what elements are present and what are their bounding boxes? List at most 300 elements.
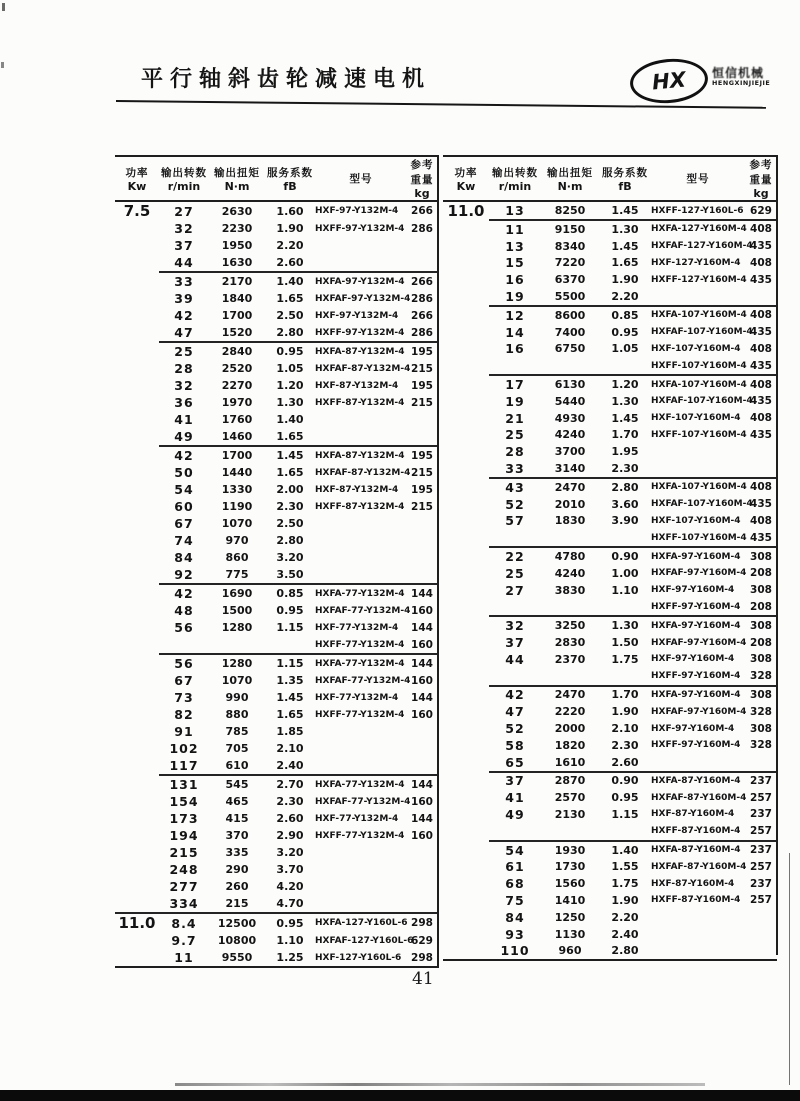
- logo-monogram: HX: [651, 67, 687, 95]
- speed-cell: 15: [505, 255, 525, 271]
- model-cell: HXFAF-97-Y160M-4: [651, 637, 747, 648]
- col-header-torque: 输出扭矩 N·m: [541, 156, 599, 201]
- speed-cell: 12: [489, 306, 541, 324]
- speed-cell: 110: [500, 943, 530, 959]
- model-cell: HXFAF-77-Y132M-4: [315, 605, 411, 616]
- torque-cell: 1280: [209, 654, 265, 672]
- torque-cell: 1330: [221, 483, 253, 496]
- torque-cell: 545: [209, 775, 265, 793]
- service-factor-cell: 1.30: [611, 394, 639, 408]
- speed-cell: 334: [169, 896, 199, 911]
- table-row: [115, 411, 437, 428]
- table-row: [443, 599, 777, 617]
- torque-cell: 1560: [554, 877, 586, 891]
- speed-cell: [489, 668, 541, 686]
- service-factor-cell: 2.80: [611, 944, 639, 958]
- power-cell: [115, 757, 159, 775]
- torque-cell: 2630: [221, 204, 253, 218]
- torque-cell: 4930: [554, 411, 586, 425]
- service-factor-cell: 1.65: [276, 430, 304, 443]
- weight-cell: 257: [750, 791, 772, 804]
- table-header: [443, 156, 777, 201]
- weight-cell: 144: [411, 691, 433, 704]
- service-factor-cell: 1.40: [276, 413, 304, 426]
- torque-cell: 1460: [221, 430, 253, 443]
- speed-cell: 67: [174, 516, 194, 531]
- table-row: [443, 754, 777, 772]
- header-row: [443, 156, 777, 201]
- service-factor-cell: 1.25: [276, 951, 304, 964]
- speed-cell: 41: [174, 412, 194, 427]
- speed-cell: 82: [174, 707, 194, 722]
- service-factor-cell: 2.50: [276, 309, 304, 322]
- weight-cell: [745, 926, 777, 943]
- table-row: [443, 737, 777, 754]
- torque-cell: 1130: [554, 927, 586, 941]
- table-row: [115, 723, 437, 740]
- power-cell: [115, 793, 159, 810]
- table-row: [115, 740, 437, 757]
- service-factor-cell: 1.90: [611, 273, 639, 287]
- service-factor-cell: 2.80: [599, 478, 651, 496]
- torque-cell: 2000: [554, 722, 586, 735]
- scan-smudge: [175, 1083, 705, 1086]
- torque-cell: 215: [225, 897, 249, 910]
- power-cell: [443, 823, 489, 841]
- weight-cell: 144: [411, 812, 433, 825]
- model-cell: HXFF-97-Y160M-4: [651, 740, 741, 751]
- power-cell: [115, 360, 159, 377]
- power-cell: [443, 288, 489, 306]
- service-factor-cell: 1.70: [599, 686, 651, 704]
- power-cell: [443, 547, 489, 565]
- service-factor-cell: 1.90: [611, 893, 639, 907]
- power-cell: [443, 220, 489, 238]
- service-factor-cell: 2.30: [276, 500, 304, 513]
- table-row: [443, 306, 777, 324]
- power-cell: [115, 532, 159, 549]
- service-factor-cell: 2.20: [611, 290, 639, 304]
- speed-cell: 28: [505, 444, 525, 460]
- weight-cell: 308: [745, 686, 777, 704]
- torque-cell: 970: [225, 534, 249, 547]
- service-factor-cell: 1.45: [276, 691, 304, 704]
- weight-cell: 195: [411, 379, 433, 392]
- service-factor-cell: 3.70: [276, 863, 304, 876]
- service-factor-cell: [599, 357, 651, 375]
- table-row: [443, 720, 777, 737]
- table-row: [443, 255, 777, 272]
- power-cell: [443, 599, 489, 617]
- table-row: [443, 703, 777, 720]
- model-cell: HXFA-87-Y160M-4: [651, 772, 745, 790]
- model-cell: HXFA-87-Y132M-4: [315, 446, 407, 464]
- weight-cell: 144: [407, 584, 437, 602]
- weight-cell: [407, 757, 437, 775]
- table-row: [443, 201, 777, 220]
- service-factor-cell: 3.60: [611, 497, 639, 511]
- service-factor-cell: 1.65: [276, 466, 304, 479]
- model-cell: HXF-87-Y160M-4: [651, 878, 735, 889]
- power-cell: [115, 602, 159, 619]
- service-factor-cell: 2.90: [276, 829, 304, 842]
- table-row: [115, 844, 437, 861]
- table-row: [443, 427, 777, 444]
- table-row: [115, 775, 437, 793]
- weight-cell: 266: [411, 309, 433, 322]
- weight-cell: 215: [411, 500, 433, 513]
- weight-cell: 408: [745, 478, 777, 496]
- model-cell: [315, 895, 407, 913]
- service-factor-cell: 3.90: [611, 514, 639, 528]
- torque-cell: 3250: [541, 616, 599, 634]
- table-row: [443, 529, 777, 547]
- weight-cell: 160: [411, 829, 433, 842]
- torque-cell: 415: [225, 812, 249, 825]
- weight-cell: 237: [745, 772, 777, 790]
- torque-cell: 8340: [554, 239, 586, 253]
- torque-cell: 4240: [554, 566, 586, 580]
- weight-cell: 408: [750, 514, 772, 527]
- model-cell: HXFF-87-Y132M-4: [315, 397, 405, 408]
- speed-cell: 42: [489, 686, 541, 704]
- torque-cell: 7220: [554, 256, 586, 270]
- power-cell: [443, 875, 489, 892]
- page-title: 平行轴斜齿轮减速电机: [141, 67, 432, 92]
- scan-edge-line: [789, 853, 790, 1085]
- torque-cell: 9150: [541, 220, 599, 238]
- power-cell: [115, 342, 159, 360]
- model-cell: [315, 532, 407, 549]
- model-cell: HXFF-87-Y132M-4: [315, 501, 405, 512]
- weight-cell: 160: [411, 674, 433, 687]
- speed-cell: 74: [174, 533, 194, 548]
- table-row: [443, 288, 777, 306]
- service-factor-cell: 2.00: [276, 483, 304, 496]
- speed-cell: 32: [174, 378, 194, 393]
- service-factor-cell: 1.15: [276, 621, 304, 634]
- service-factor-cell: 3.20: [276, 551, 304, 564]
- torque-cell: 1070: [221, 517, 253, 530]
- model-cell: HXFF-127-Y160L-6: [651, 205, 744, 216]
- model-cell: [315, 411, 407, 428]
- service-factor-cell: 1.45: [611, 204, 639, 217]
- service-factor-cell: 1.85: [276, 725, 304, 738]
- speed-cell: 39: [174, 291, 194, 306]
- speed-cell: 33: [505, 461, 525, 477]
- service-factor-cell: 0.95: [611, 791, 639, 805]
- power-cell: [115, 827, 159, 844]
- power-cell: [115, 324, 159, 342]
- power-cell: 11.0: [115, 913, 159, 932]
- model-cell: HXF-97-Y160M-4: [651, 654, 735, 665]
- speed-cell: 27: [174, 203, 194, 219]
- power-cell: [115, 949, 159, 967]
- power-cell: [115, 636, 159, 654]
- weight-cell: 160: [411, 708, 433, 721]
- model-cell: [315, 757, 407, 775]
- table-row: [115, 793, 437, 810]
- service-factor-cell: 1.75: [611, 652, 639, 666]
- torque-cell: 2470: [541, 478, 599, 496]
- weight-cell: [407, 237, 437, 254]
- model-cell: HXFF-77-Y132M-4: [315, 830, 405, 841]
- power-cell: [443, 341, 489, 358]
- speed-cell: 21: [505, 410, 525, 426]
- power-cell: [443, 754, 489, 772]
- power-cell: [443, 806, 489, 823]
- torque-cell: [541, 823, 599, 841]
- service-factor-cell: 1.65: [611, 256, 639, 270]
- torque-cell: 8600: [541, 306, 599, 324]
- power-cell: [115, 307, 159, 324]
- service-factor-cell: 0.85: [599, 306, 651, 324]
- power-cell: [115, 220, 159, 237]
- service-factor-cell: 1.45: [265, 446, 315, 464]
- table-row: [443, 858, 777, 875]
- torque-cell: 5500: [554, 290, 586, 304]
- service-factor-cell: 1.45: [611, 411, 639, 425]
- power-cell: [443, 478, 489, 496]
- torque-cell: 2370: [554, 652, 586, 666]
- power-cell: [443, 892, 489, 909]
- model-cell: HXFA-77-Y132M-4: [315, 584, 407, 602]
- power-cell: [115, 740, 159, 757]
- speed-cell: 92: [174, 567, 194, 582]
- table-right-border: [776, 155, 778, 955]
- service-factor-cell: 1.90: [611, 705, 639, 719]
- table-row: [115, 913, 437, 932]
- col-header-speed: 输出转数 r/min: [489, 156, 541, 201]
- torque-cell: 465: [225, 795, 249, 808]
- torque-cell: 960: [558, 944, 582, 958]
- table-row: [115, 220, 437, 237]
- logo-text: [712, 67, 790, 87]
- weight-cell: 328: [750, 705, 772, 718]
- torque-cell: 1610: [554, 755, 586, 769]
- model-cell: [315, 237, 407, 254]
- speed-cell: 19: [505, 289, 525, 305]
- col-header-power: 功率 Kw: [443, 156, 489, 201]
- model-cell: HXFAF-77-Y132M-4: [315, 796, 411, 807]
- power-cell: [115, 254, 159, 272]
- service-factor-cell: 0.85: [265, 584, 315, 602]
- table-row: [443, 616, 777, 634]
- power-cell: [443, 737, 489, 754]
- service-factor-cell: 1.05: [611, 342, 639, 356]
- table-row: [443, 686, 777, 704]
- model-cell: HXFA-97-Y160M-4: [651, 547, 745, 565]
- weight-cell: [407, 254, 437, 272]
- torque-cell: 1700: [221, 309, 253, 322]
- model-cell: HXF-97-Y160M-4: [651, 723, 735, 734]
- model-cell: HXFAF-127-Y160M-4: [651, 241, 753, 252]
- table-row: [443, 668, 777, 686]
- torque-cell: 775: [225, 568, 249, 581]
- weight-cell: 286: [411, 222, 433, 235]
- weight-cell: 408: [750, 256, 772, 269]
- service-factor-cell: 0.95: [265, 342, 315, 360]
- torque-cell: 3140: [554, 462, 586, 476]
- power-cell: [443, 357, 489, 375]
- service-factor-cell: [599, 599, 651, 617]
- weight-cell: 215: [411, 466, 433, 479]
- power-cell: [443, 772, 489, 790]
- weight-cell: 435: [750, 498, 772, 511]
- power-cell: [115, 844, 159, 861]
- torque-cell: 7400: [554, 325, 586, 339]
- weight-cell: 144: [411, 621, 433, 634]
- model-cell: HXFAF-107-Y160M-4: [651, 499, 753, 510]
- weight-cell: [407, 844, 437, 861]
- speed-cell: 49: [505, 806, 525, 822]
- col-header-service-factor: 服务系数 fB: [265, 156, 315, 201]
- model-cell: HXFF-87-Y160M-4: [651, 826, 741, 837]
- torque-cell: 1820: [554, 738, 586, 752]
- weight-cell: 435: [750, 428, 772, 441]
- speed-cell: 32: [174, 221, 194, 236]
- table-row: [115, 549, 437, 566]
- weight-cell: [407, 428, 437, 446]
- weight-cell: 435: [750, 273, 772, 286]
- service-factor-cell: 0.90: [599, 772, 651, 790]
- weight-cell: [407, 515, 437, 532]
- weight-cell: 237: [750, 808, 772, 821]
- weight-cell: 408: [750, 342, 772, 355]
- model-cell: HXFA-87-Y160M-4: [651, 841, 745, 859]
- power-cell: 7.5: [123, 202, 151, 220]
- service-factor-cell: 2.70: [265, 775, 315, 793]
- torque-cell: 4240: [554, 428, 586, 442]
- col-header-weight: 参考重量 kg: [407, 156, 437, 201]
- service-factor-cell: 1.45: [611, 239, 639, 253]
- torque-cell: 1250: [554, 910, 586, 924]
- torque-cell: 6130: [541, 375, 599, 393]
- speed-cell: [489, 529, 541, 547]
- power-cell: [115, 584, 159, 602]
- power-cell: [443, 393, 489, 410]
- weight-cell: 308: [750, 653, 772, 666]
- power-cell: [443, 858, 489, 875]
- speed-cell: 52: [505, 721, 525, 736]
- service-factor-cell: 2.60: [276, 256, 304, 269]
- speed-cell: 42: [174, 308, 194, 323]
- table-row: [443, 220, 777, 238]
- torque-cell: 2230: [221, 222, 253, 235]
- speed-cell: 9.7: [171, 933, 197, 948]
- table-row: [443, 410, 777, 427]
- power-cell: [115, 515, 159, 532]
- torque-cell: 290: [225, 863, 249, 876]
- model-cell: HXFAF-87-Y132M-4: [315, 467, 411, 478]
- col-header-speed: 输出转数 r/min: [159, 156, 209, 201]
- power-cell: [443, 616, 489, 634]
- power-cell: [443, 460, 489, 478]
- model-cell: HXFF-107-Y160M-4: [651, 429, 747, 440]
- torque-cell: 1070: [221, 674, 253, 687]
- table-row: [115, 584, 437, 602]
- service-factor-cell: 1.20: [276, 379, 304, 392]
- speed-cell: 173: [169, 811, 199, 826]
- power-cell: [115, 775, 159, 793]
- service-factor-cell: 4.70: [276, 897, 304, 910]
- weight-cell: 237: [745, 841, 777, 859]
- speed-cell: 16: [505, 272, 525, 288]
- speed-cell: [159, 636, 209, 654]
- model-cell: HXF-107-Y160M-4: [651, 343, 741, 354]
- speed-cell: 22: [489, 547, 541, 565]
- weight-cell: 195: [407, 342, 437, 360]
- torque-cell: 2170: [209, 272, 265, 290]
- service-factor-cell: 2.80: [276, 534, 304, 547]
- weight-cell: 215: [411, 362, 433, 375]
- torque-cell: 1760: [221, 413, 253, 426]
- torque-cell: 6370: [554, 273, 586, 287]
- weight-cell: [407, 878, 437, 895]
- scan-artifact: [1, 62, 4, 68]
- weight-cell: [745, 460, 777, 478]
- model-cell: HXF-77-Y132M-4: [315, 813, 399, 824]
- table-row: [443, 823, 777, 841]
- table-row: [443, 634, 777, 651]
- model-cell: HXFAF-87-Y160M-4: [651, 861, 747, 872]
- torque-cell: 8250: [554, 204, 586, 217]
- torque-cell: [541, 357, 599, 375]
- power-cell: [443, 271, 489, 288]
- speed-cell: 61: [505, 859, 525, 875]
- model-cell: HXFAF-87-Y132M-4: [315, 363, 411, 374]
- weight-cell: 435: [750, 359, 772, 372]
- model-cell: HXFA-107-Y160M-4: [651, 306, 745, 324]
- table-row: [115, 254, 437, 272]
- torque-cell: 2470: [541, 686, 599, 704]
- table-row: [443, 496, 777, 513]
- model-cell: HXFF-87-Y160M-4: [651, 895, 741, 906]
- weight-cell: 266: [407, 272, 437, 290]
- power-cell: [115, 481, 159, 498]
- torque-cell: [541, 529, 599, 547]
- model-cell: HXFF-97-Y132M-4: [315, 223, 405, 234]
- power-cell: [443, 324, 489, 341]
- speed-cell: 91: [174, 724, 194, 739]
- speed-cell: 42: [159, 446, 209, 464]
- model-cell: [315, 566, 407, 584]
- table-row: [115, 498, 437, 515]
- power-cell: [443, 634, 489, 651]
- torque-cell: 2220: [554, 705, 586, 719]
- power-cell: [443, 375, 489, 393]
- model-cell: HXF-107-Y160M-4: [651, 515, 741, 526]
- weight-cell: [745, 942, 777, 960]
- torque-cell: 2010: [554, 497, 586, 511]
- model-cell: HXF-77-Y132M-4: [315, 622, 399, 633]
- speed-cell: 37: [505, 635, 525, 651]
- table-row: [443, 875, 777, 892]
- power-cell: [115, 377, 159, 394]
- model-cell: HXFF-77-Y132M-4: [315, 709, 405, 720]
- weight-cell: [407, 861, 437, 878]
- model-cell: HXFA-107-Y160M-4: [651, 478, 745, 496]
- weight-cell: [745, 288, 777, 306]
- table-row: [115, 481, 437, 498]
- power-cell: [115, 932, 159, 949]
- service-factor-cell: 1.30: [599, 616, 651, 634]
- model-cell: HXFAF-107-Y160M-4: [651, 327, 753, 338]
- table-row: [443, 565, 777, 582]
- service-factor-cell: 1.70: [611, 428, 639, 442]
- col-header-model: 型号: [651, 156, 745, 201]
- model-cell: [651, 754, 745, 772]
